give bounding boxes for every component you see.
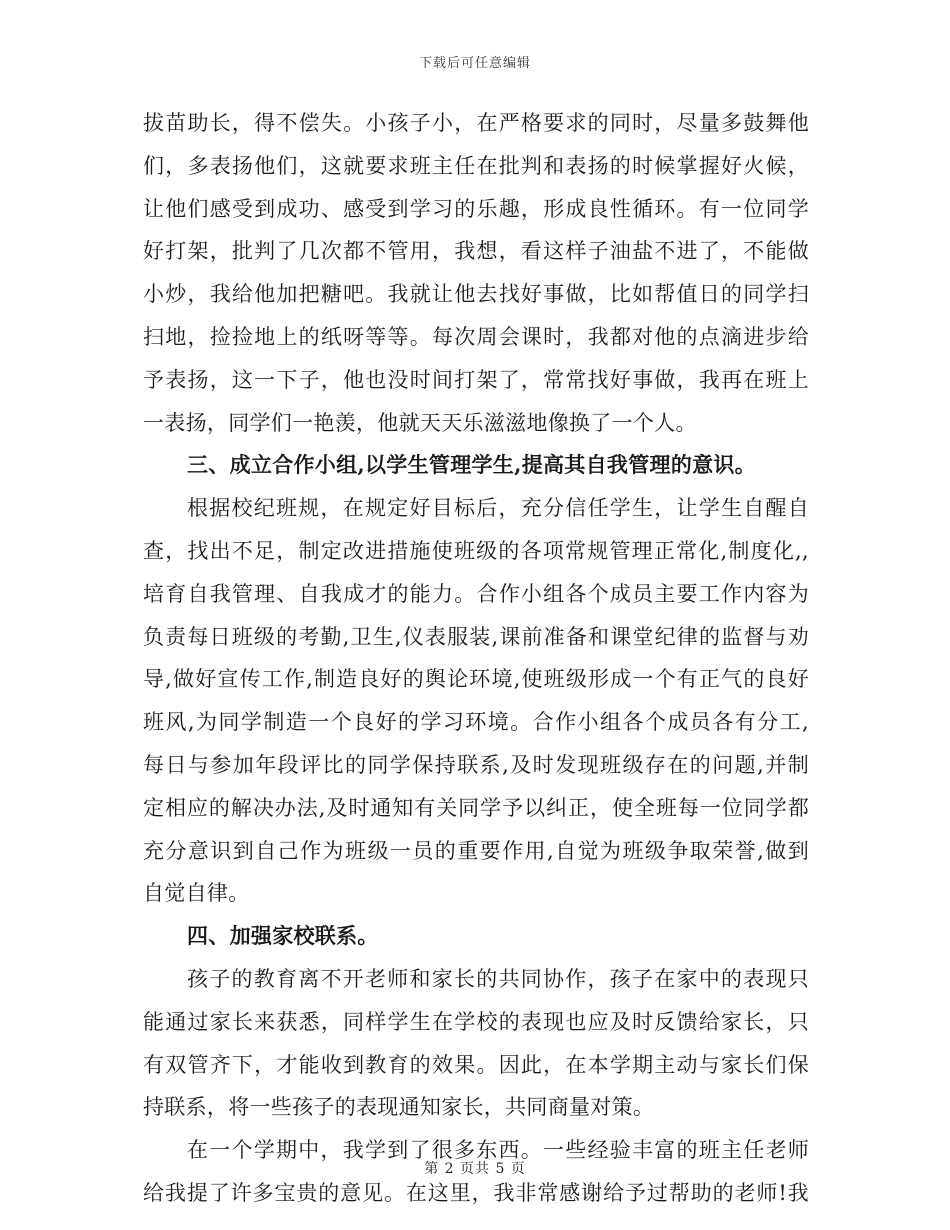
text-line: 一表扬，同学们一艳羡，他就天天乐滋滋地像换了一个人。 <box>143 410 697 435</box>
text-line: 在一个学期中，我学到了很多东西。一些经验丰富的班主任老师 <box>187 1138 809 1163</box>
text-line: 孩子的教育离不开老师和家长的共同协作，孩子在家中的表现只 <box>187 966 809 991</box>
text-line: 有双管齐下，才能收到教育的效果。因此，在本学期主动与家长们保 <box>143 1052 809 1077</box>
text-line: 根据校纪班规，在规定好目标后，充分信任学生，让学生自醒自 <box>187 496 809 521</box>
page-footer: 第 2 页共 5 页 <box>424 1161 526 1177</box>
text-line: 们，多表扬他们，这就要求班主任在批判和表扬的时候掌握好火候， <box>143 153 809 178</box>
section-heading: 三、成立合作小组,以学生管理学生,提高其自我管理的意识。 <box>187 452 757 478</box>
text-line: 查，找出不足，制定改进措施使班级的各项常规管理正常化,制度化,, <box>143 538 809 563</box>
text-line: 培育自我管理、自我成才的能力。合作小组各个成员主要工作内容为 <box>143 581 809 606</box>
text-line: 定相应的解决办法,及时通知有关同学予以纠正，使全班每一位同学都 <box>143 795 809 820</box>
text-line: 班风,为同学制造一个良好的学习环境。合作小组各个成员各有分工, <box>143 710 809 735</box>
text-line: 予表扬，这一下子，他也没时间打架了，常常找好事做，我再在班上 <box>143 367 809 392</box>
text-line: 能通过家长来获悉，同样学生在学校的表现也应及时反馈给家长，只 <box>143 1009 809 1034</box>
text-line: 自觉自律。 <box>143 881 250 906</box>
section-heading: 四、加强家校联系。 <box>187 923 379 949</box>
text-line: 给我提了许多宝贵的意见。在这里，我非常感谢给予过帮助的老师!我 <box>143 1180 809 1205</box>
text-line: 持联系，将一些孩子的表现通知家长，共同商量对策。 <box>143 1095 655 1120</box>
text-line: 拔苗助长，得不偿失。小孩子小，在严格要求的同时，尽量多鼓舞他 <box>143 111 809 135</box>
text-line: 让他们感受到成功、感受到学习的乐趣，形成良性循环。有一位同学 <box>143 196 809 221</box>
text-line: 每日与参加年段评比的同学保持联系,及时发现班级存在的问题,并制 <box>143 752 809 777</box>
document-body <box>143 102 809 1215</box>
text-line: 充分意识到自己作为班级一员的重要作用,自觉为班级争取荣誉,做到 <box>143 838 809 863</box>
text-line: 扫地，捡捡地上的纸呀等等。每次周会课时，我都对他的点滴进步给 <box>143 324 809 349</box>
text-line: 好打架，批判了几次都不管用，我想，看这样子油盐不进了，不能做 <box>143 239 809 264</box>
text-line: 负责每日班级的考勤,卫生,仪表服装,课前准备和课堂纪律的监督与劝 <box>143 624 809 649</box>
page-header: 下载后可任意编辑 <box>418 56 531 71</box>
text-line: 小炒，我给他加把糖吧。我就让他去找好事做，比如帮值日的同学扫 <box>143 282 809 307</box>
text-line: 导,做好宣传工作,制造良好的舆论环境,使班级形成一个有正气的良好 <box>143 667 809 692</box>
